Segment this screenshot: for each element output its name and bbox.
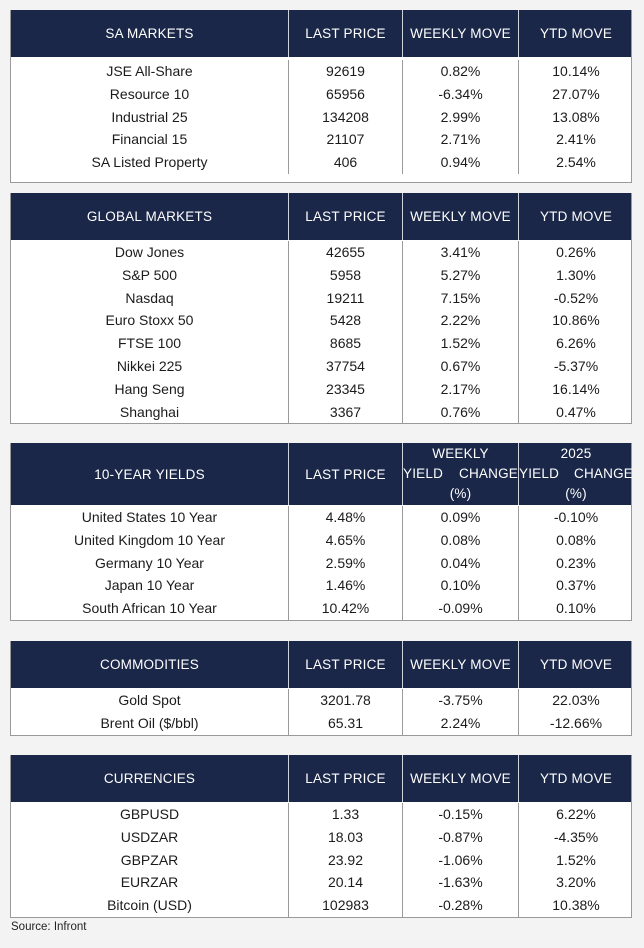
- weekly-cell: 7.15%: [403, 287, 519, 310]
- yields-table: [10, 443, 632, 621]
- header-cell: YTD MOVE: [539, 771, 613, 786]
- ytd-cell: -0.10%: [553, 509, 599, 525]
- weekly-cell: 0.82%: [403, 60, 519, 83]
- header-text: 2025: [560, 446, 592, 461]
- weekly-cell: 0.08%: [403, 529, 519, 552]
- price-cell: 65.31: [289, 712, 403, 735]
- name-cell: Dow Jones: [11, 241, 289, 264]
- ytd-cell: 1.30%: [556, 266, 596, 283]
- ytd-cell: 0.37%: [556, 577, 596, 594]
- name-cell: United States 10 Year: [11, 506, 289, 529]
- name-cell: South African 10 Year: [11, 597, 289, 620]
- name-cell: Gold Spot: [11, 689, 289, 712]
- name-cell: Brent Oil ($/bbl): [11, 712, 289, 735]
- ytd-cell: 10.86%: [552, 312, 600, 329]
- header-cell: WEEKLY MOVE: [403, 755, 519, 802]
- weekly-cell: 3.41%: [403, 241, 519, 264]
- weekly-cell: 5.27%: [403, 264, 519, 287]
- header-cell: 10-YEAR YIELDS: [11, 443, 289, 505]
- name-cell: Japan 10 Year: [11, 574, 289, 597]
- ytd-cell: 6.26%: [556, 335, 596, 352]
- weekly-cell: 2.17%: [403, 378, 519, 401]
- weekly-cell: 0.76%: [403, 401, 519, 424]
- header-text: WEEKLY: [432, 446, 489, 461]
- ytd-cell: -5.37%: [553, 357, 599, 374]
- ytd-cell: 0.10%: [556, 600, 596, 617]
- ytd-cell: 27.07%: [552, 85, 600, 102]
- ytd-cell: 3.20%: [556, 874, 596, 891]
- price-cell: 37754: [289, 355, 403, 378]
- header-cell: COMMODITIES: [11, 641, 289, 688]
- price-cell: 23345: [289, 378, 403, 401]
- header-cell: WEEKLY MOVE: [403, 641, 519, 688]
- price-cell: 4.65%: [289, 529, 403, 552]
- price-cell: 92619: [289, 60, 403, 83]
- price-cell: 1.46%: [289, 574, 403, 597]
- weekly-cell: -0.28%: [403, 894, 519, 917]
- sa-markets-table: [10, 10, 632, 183]
- source-note: Source: Infront: [11, 921, 87, 933]
- weekly-cell: -0.15%: [403, 803, 519, 826]
- header-cell: CURRENCIES: [11, 755, 289, 802]
- ytd-cell: 13.08%: [552, 108, 600, 125]
- weekly-cell: 0.09%: [403, 506, 519, 529]
- ytd-cell: -0.52%: [553, 289, 599, 306]
- table-body: [11, 802, 631, 917]
- table-header: [11, 755, 631, 802]
- header-cell: LAST PRICE: [289, 755, 403, 802]
- price-cell: 4.48%: [289, 506, 403, 529]
- ytd-cell: 2.41%: [556, 131, 596, 148]
- price-cell: 3201.78: [289, 689, 403, 712]
- ytd-cell: 16.14%: [552, 380, 600, 397]
- name-cell: Euro Stoxx 50: [11, 309, 289, 332]
- name-cell: Resource 10: [11, 83, 289, 106]
- weekly-cell: -0.87%: [403, 826, 519, 849]
- weekly-cell: 2.22%: [403, 309, 519, 332]
- name-cell: Hang Seng: [11, 378, 289, 401]
- name-cell: Germany 10 Year: [11, 552, 289, 575]
- ytd-cell: 22.03%: [552, 692, 600, 708]
- price-cell: 5958: [289, 264, 403, 287]
- name-cell: EURZAR: [11, 871, 289, 894]
- weekly-cell: 2.24%: [403, 712, 519, 735]
- ytd-cell: 2.54%: [556, 154, 596, 171]
- header-cell: YTD MOVE: [539, 26, 613, 41]
- price-cell: 102983: [289, 894, 403, 917]
- name-cell: JSE All-Share: [11, 60, 289, 83]
- weekly-cell: 0.10%: [403, 574, 519, 597]
- header-text: YIELD: [519, 466, 560, 481]
- price-cell: 406: [289, 151, 403, 174]
- ytd-cell: -12.66%: [549, 714, 603, 731]
- global-markets-table: [10, 193, 632, 424]
- ytd-cell: 10.38%: [552, 897, 600, 914]
- header-text: (%): [449, 486, 472, 501]
- header-cell: SA MARKETS: [11, 10, 289, 57]
- name-cell: SA Listed Property: [11, 151, 289, 174]
- price-cell: 19211: [289, 287, 403, 310]
- header-cell: LAST PRICE: [289, 193, 403, 240]
- table-header: [11, 641, 631, 688]
- header-cell: WEEKLY MOVE: [403, 10, 519, 57]
- header-text: (%): [565, 486, 587, 501]
- weekly-cell: -3.75%: [403, 689, 519, 712]
- price-cell: 5428: [289, 309, 403, 332]
- price-cell: 134208: [289, 106, 403, 129]
- weekly-cell: -0.09%: [403, 597, 519, 620]
- weekly-cell: 0.04%: [403, 552, 519, 575]
- ytd-cell: 0.23%: [556, 554, 596, 571]
- header-cell: YTD MOVE: [539, 209, 613, 224]
- price-cell: 10.42%: [289, 597, 403, 620]
- table-body: [11, 57, 631, 182]
- table-header: [11, 443, 631, 505]
- name-cell: Shanghai: [11, 401, 289, 424]
- name-cell: Financial 15: [11, 128, 289, 151]
- weekly-cell: -1.06%: [403, 849, 519, 872]
- name-cell: USDZAR: [11, 826, 289, 849]
- header-cell: LAST PRICE: [289, 10, 403, 57]
- header-cell-ytd-yield-change: [519, 443, 633, 505]
- ytd-cell: 10.14%: [552, 63, 600, 79]
- name-cell: Nasdaq: [11, 287, 289, 310]
- ytd-cell: 6.22%: [556, 806, 596, 822]
- name-cell: Industrial 25: [11, 106, 289, 129]
- name-cell: GBPUSD: [11, 803, 289, 826]
- weekly-cell: 0.94%: [403, 151, 519, 174]
- price-cell: 21107: [289, 128, 403, 151]
- weekly-cell: -6.34%: [403, 83, 519, 106]
- weekly-cell: -1.63%: [403, 871, 519, 894]
- ytd-cell: 1.52%: [556, 851, 596, 868]
- price-cell: 8685: [289, 332, 403, 355]
- header-cell: LAST PRICE: [289, 641, 403, 688]
- ytd-cell: 0.08%: [556, 531, 596, 548]
- name-cell: Nikkei 225: [11, 355, 289, 378]
- table-header: [11, 193, 631, 240]
- header-cell: YTD MOVE: [539, 657, 613, 672]
- weekly-cell: 2.99%: [403, 106, 519, 129]
- header-text: YIELD: [403, 466, 444, 481]
- currencies-table: [10, 755, 632, 918]
- header-cell-weekly-yield-change: [403, 443, 519, 505]
- table-body: [11, 240, 631, 423]
- price-cell: 18.03: [289, 826, 403, 849]
- price-cell: 3367: [289, 401, 403, 424]
- weekly-cell: 0.67%: [403, 355, 519, 378]
- price-cell: 1.33: [289, 803, 403, 826]
- name-cell: FTSE 100: [11, 332, 289, 355]
- price-cell: 42655: [289, 241, 403, 264]
- name-cell: S&P 500: [11, 264, 289, 287]
- table-body: [11, 505, 631, 620]
- price-cell: 20.14: [289, 871, 403, 894]
- table-body: [11, 688, 631, 735]
- table-header: [11, 10, 631, 57]
- weekly-cell: 2.71%: [403, 128, 519, 151]
- header-cell: LAST PRICE: [289, 443, 403, 505]
- header-cell: GLOBAL MARKETS: [11, 193, 289, 240]
- price-cell: 2.59%: [289, 552, 403, 575]
- header-text: CHANGE: [459, 466, 518, 481]
- header-text: CHANGE: [574, 466, 633, 481]
- ytd-cell: -4.35%: [553, 828, 599, 845]
- price-cell: 23.92: [289, 849, 403, 872]
- name-cell: GBPZAR: [11, 849, 289, 872]
- commodities-table: [10, 641, 632, 736]
- name-cell: Bitcoin (USD): [11, 894, 289, 917]
- price-cell: 65956: [289, 83, 403, 106]
- ytd-cell: 0.47%: [556, 403, 596, 420]
- header-cell: WEEKLY MOVE: [403, 193, 519, 240]
- ytd-cell: 0.26%: [556, 244, 596, 260]
- weekly-cell: 1.52%: [403, 332, 519, 355]
- name-cell: United Kingdom 10 Year: [11, 529, 289, 552]
